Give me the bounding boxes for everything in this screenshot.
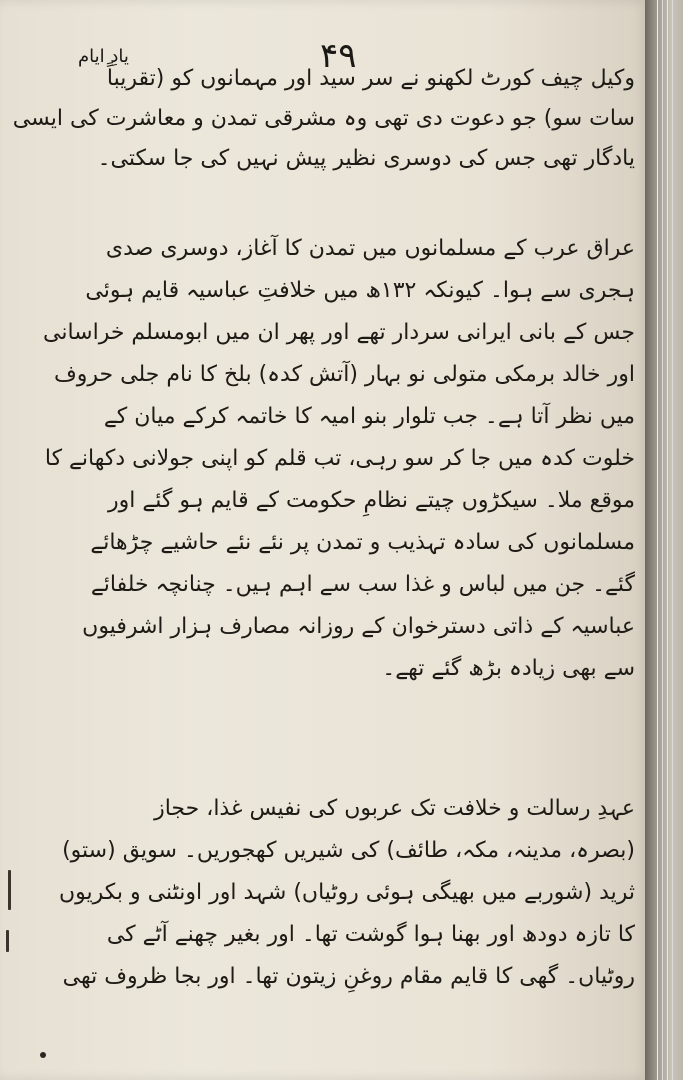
text-line: عباسیہ کے ذاتی دسترخوان کے روزانہ مصارف ہزار اشرفیوں [82, 614, 635, 639]
text-line: روٹیاں۔ گھی کا قایم مقام روغنِ زیتون تھا۔ اور بجا ظروف تھی [62, 964, 635, 989]
text-line: جس کے بانی ایرانی سردار تھے اور پھر ان میں ابومسلم خراسانی [42, 320, 635, 345]
text-line: سے بھی زیادہ بڑھ گئے تھے۔ [382, 656, 635, 681]
page-number: ۴۹ [320, 36, 357, 76]
text-line: میں نظر آتا ہے۔ جب تلوار بنو امیہ کا خاتمہ کرکے میان کے [103, 404, 635, 429]
margin-mark [8, 870, 11, 910]
text-line: گئے۔ جن میں لباس و غذا سب سے اہم ہیں۔ چنانچہ خلفائے [90, 572, 635, 597]
text-line: یادگار تھی جس کی دوسری نظیر پیش نہیں کی جا سکتی۔ [97, 146, 635, 171]
text-line: سات سو) جو دعوت دی تھی وہ مشرقی تمدن و معاشرت کی ایسی [12, 106, 635, 131]
book-spine [645, 0, 683, 1080]
margin-mark [6, 930, 9, 952]
text-line: اور خالد برمکی متولی نو بہار (آتش کدہ) بلخ کا نام جلی حروف [53, 362, 635, 387]
text-line: مسلمانوں کی سادہ تہذیب و تمدن پر نئے نئے حاشیے چڑھائے [90, 530, 635, 555]
text-line: عہدِ رسالت و خلافت تک عربوں کی نفیس غذا، حجاز [154, 796, 635, 821]
text-line: وکیل چیف کورٹ لکھنو نے سر سید اور مہمانوں کو (تقریباً [106, 66, 635, 91]
text-line: خلوت کدہ میں جا کر سو رہی، تب قلم کو اپنی جولانی دکھانے کا [44, 446, 635, 471]
running-header: یادِ ایام [78, 46, 129, 67]
text-line: عراق عرب کے مسلمانوں میں تمدن کا آغاز، دوسری صدی [105, 236, 635, 261]
text-line: ہجری سے ہوا۔ کیونکہ ۱۳۲ھ میں خلافتِ عباسیہ قایم ہوئی [85, 278, 635, 303]
text-line: موقع ملا۔ سیکڑوں چیتے نظامِ حکومت کے قایم ہو گئے اور [108, 488, 635, 513]
text-line: ثرید (شوربے میں بھیگی ہوئی روٹیاں) شہد اور اونٹنی و بکریوں [59, 880, 635, 905]
margin-dot [40, 1052, 46, 1058]
text-line: (بصرہ، مدینہ، مکہ، طائف) کی شیریں کھجوریں۔ سویق (ستو) [62, 838, 635, 863]
text-line: کا تازہ دودھ اور بھنا ہوا گوشت تھا۔ اور بغیر چھنے آٹے کی [106, 922, 635, 947]
